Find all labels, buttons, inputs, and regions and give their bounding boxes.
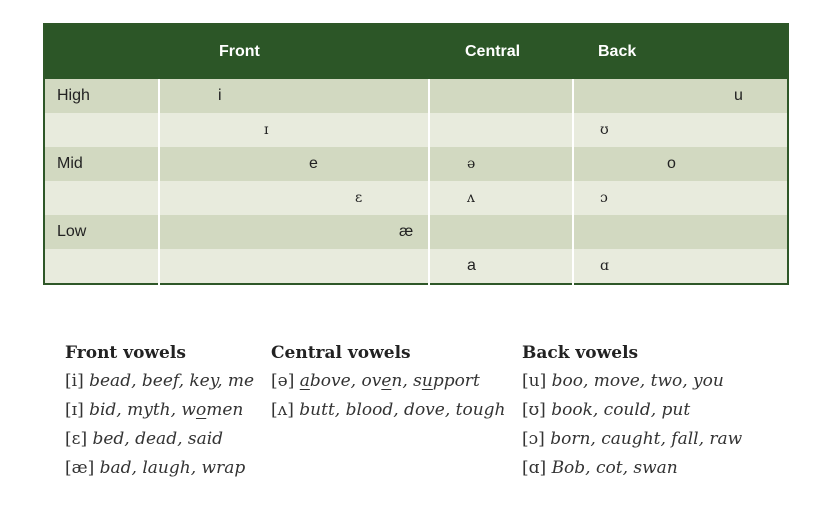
central-cell (429, 215, 573, 249)
vowel-symbol: ʊ (600, 122, 609, 138)
header-back: Back (573, 24, 788, 79)
row-high-lax (44, 113, 788, 147)
key-title-back: Back vowels (522, 343, 639, 363)
key-item (65, 371, 254, 400)
key-symbol: [ʌ] (271, 400, 294, 420)
vowel-symbol: e (309, 155, 318, 172)
row-mid (44, 147, 788, 181)
vowel-chart (43, 23, 789, 285)
key-examples: born, caught, fall, raw (550, 429, 743, 449)
front-cell (159, 113, 429, 147)
vowel-symbol: ɑ (600, 258, 609, 274)
vowel-symbol: u (734, 87, 743, 104)
key-title-central: Central vowels (271, 343, 411, 363)
header-blank (44, 24, 159, 79)
front-cell (159, 249, 429, 284)
key-examples: book, could, put (551, 400, 691, 420)
row-mid-lax (44, 181, 788, 215)
central-cell (429, 181, 573, 215)
row-high (44, 79, 788, 113)
key-item (522, 400, 742, 429)
central-cell (429, 113, 573, 147)
vowel-symbol: o (667, 155, 676, 172)
front-cell (159, 181, 429, 215)
row-label: Mid (44, 147, 159, 181)
back-cell (573, 215, 788, 249)
key-item (65, 429, 254, 458)
central-cell (429, 147, 573, 181)
key-item (522, 458, 742, 487)
key-symbol: [u] (522, 371, 547, 391)
back-cell (573, 147, 788, 181)
back-cell (573, 249, 788, 284)
key-symbol: [ɔ] (522, 429, 545, 449)
key-examples: bed, dead, said (92, 429, 224, 449)
row-label: High (44, 79, 159, 113)
front-cell (159, 215, 429, 249)
vowel-symbol: i (218, 87, 222, 104)
row-label: Low (44, 215, 159, 249)
back-cell (573, 79, 788, 113)
row-low-back (44, 249, 788, 284)
vowel-symbol: ɪ (264, 122, 269, 138)
back-cell (573, 113, 788, 147)
key-symbol: [ə] (271, 371, 295, 391)
central-cell (429, 249, 573, 284)
header-central: Central (429, 24, 573, 79)
back-vowels-key (522, 343, 742, 487)
key-symbol: [ɑ] (522, 458, 547, 478)
front-cell (159, 79, 429, 113)
key-item (271, 371, 506, 400)
key-item (522, 371, 742, 400)
key-examples: boo, move, two, you (551, 371, 724, 391)
front-cell (159, 147, 429, 181)
front-vowels-key (65, 343, 254, 487)
vowel-symbol: ɛ (355, 190, 363, 206)
key-examples: bead, beef, key, me (89, 371, 255, 391)
key-examples: Bob, cot, swan (551, 458, 678, 478)
key-item (522, 429, 742, 458)
vowel-chart-header (44, 24, 788, 79)
key-examples: butt, blood, dove, tough (299, 400, 506, 420)
central-cell (429, 79, 573, 113)
key-examples: above, oven, support (299, 371, 480, 391)
vowel-symbol: ɔ (600, 190, 608, 206)
central-vowels-key (271, 343, 506, 429)
vowel-symbol: a (467, 257, 476, 274)
row-low (44, 215, 788, 249)
key-symbol: [ʊ] (522, 400, 546, 420)
key-symbol: [i] (65, 371, 84, 391)
row-label (44, 249, 159, 284)
key-examples: bad, laugh, wrap (99, 458, 246, 478)
key-item (271, 400, 506, 429)
row-label (44, 113, 159, 147)
vowel-symbol: ʌ (467, 190, 475, 206)
key-symbol: [ɛ] (65, 429, 88, 449)
key-symbol: [æ] (65, 458, 95, 478)
key-symbol: [ɪ] (65, 400, 84, 420)
key-item (65, 400, 254, 429)
key-examples: bid, myth, women (89, 400, 244, 420)
back-cell (573, 181, 788, 215)
row-label (44, 181, 159, 215)
header-front: Front (159, 24, 429, 79)
vowel-symbol: æ (399, 223, 414, 240)
vowel-symbol: ə (467, 156, 476, 172)
key-title-front: Front vowels (65, 343, 186, 363)
key-item (65, 458, 254, 487)
